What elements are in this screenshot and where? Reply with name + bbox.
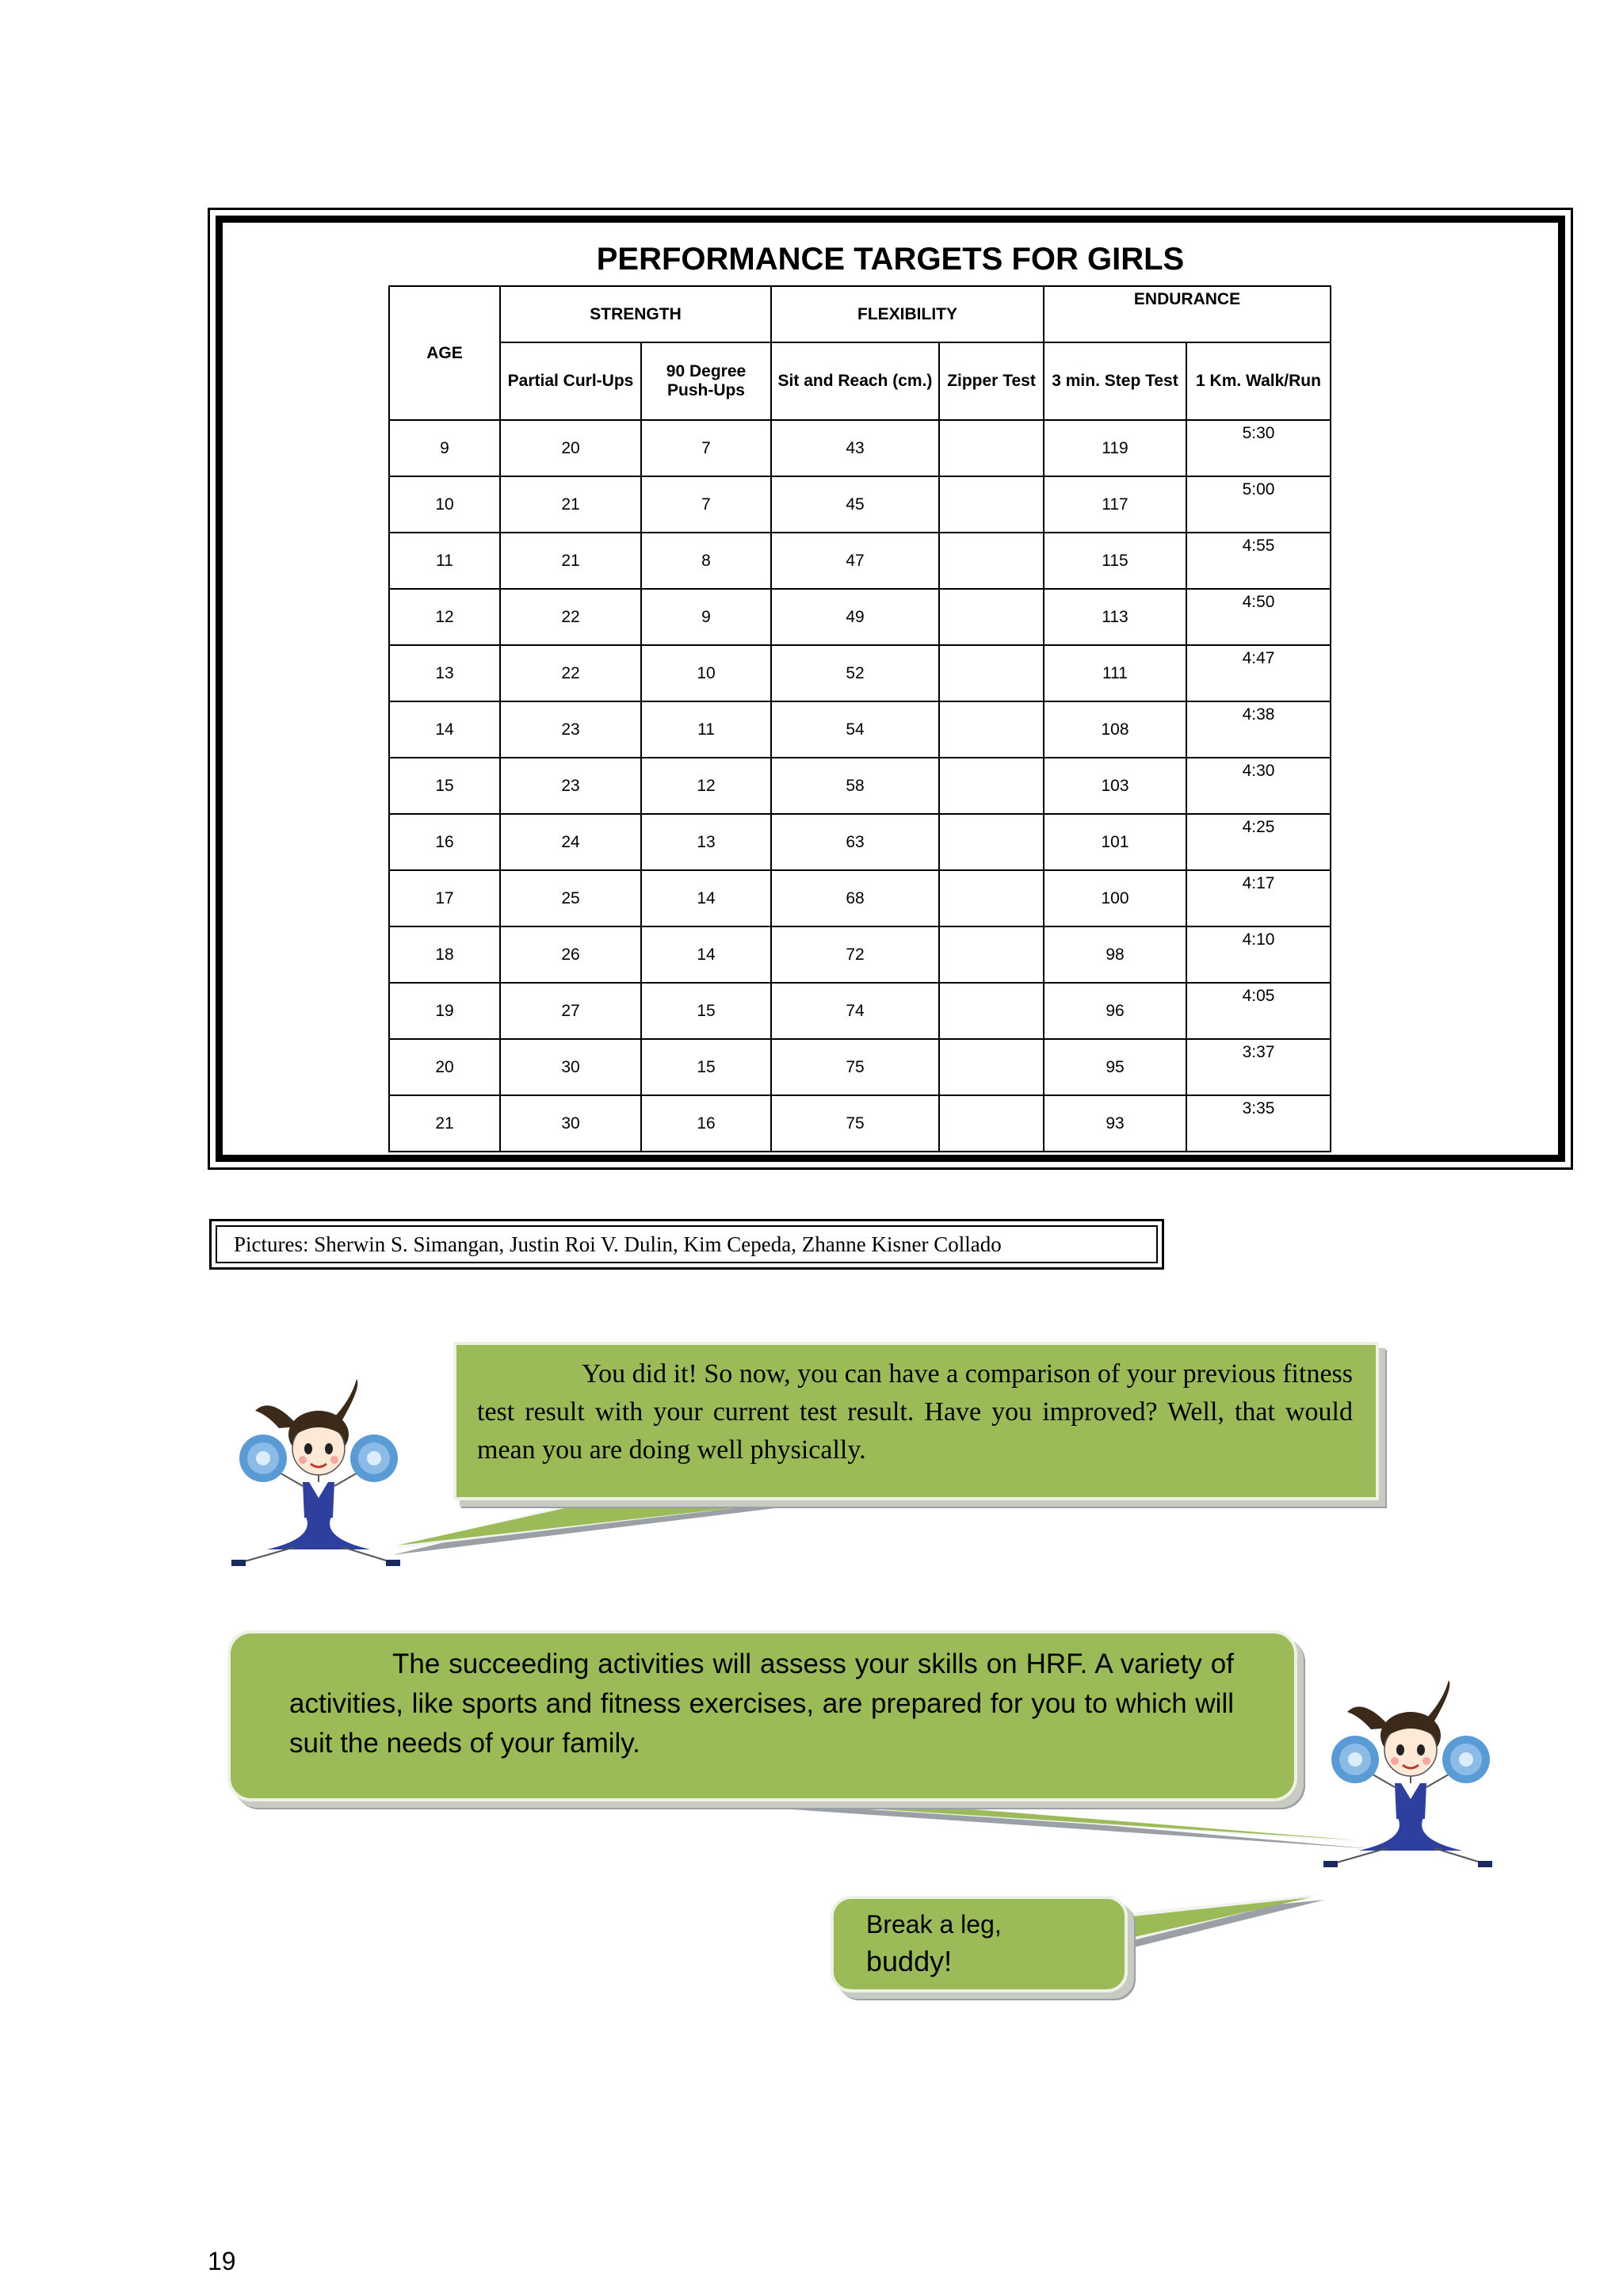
cell-sit-and-reach: 43 [771,420,939,476]
cell-push-ups: 15 [641,983,771,1039]
cell-push-ups: 14 [641,926,771,983]
cell-sit-and-reach: 75 [771,1095,939,1152]
speech-bubble-3-text [866,1905,1120,1980]
bubble3-tail [1117,1897,1312,1940]
header-strength: STRENGTH [500,286,771,342]
cell-partial-curl-ups: 27 [500,983,641,1039]
cell-walk-run: 4:47 [1186,645,1331,701]
cell-age: 11 [389,533,500,589]
cell-walk-run: 3:35 [1186,1095,1331,1152]
cell-partial-curl-ups: 26 [500,926,641,983]
cell-sit-and-reach: 52 [771,645,939,701]
cell-sit-and-reach: 74 [771,983,939,1039]
cell-walk-run: 4:30 [1186,758,1331,814]
cell-sit-and-reach: 72 [771,926,939,983]
cell-partial-curl-ups: 30 [500,1039,641,1095]
cell-sit-and-reach: 75 [771,1039,939,1095]
header-flexibility: FLEXIBILITY [771,286,1044,342]
cell-step-test: 103 [1044,758,1186,814]
cell-partial-curl-ups: 25 [500,870,641,926]
cell-push-ups: 10 [641,645,771,701]
cell-partial-curl-ups: 30 [500,1095,641,1152]
cell-push-ups: 9 [641,589,771,645]
cell-step-test: 93 [1044,1095,1186,1152]
cell-push-ups: 7 [641,420,771,476]
pompom-right [1442,1736,1490,1783]
table-title: PERFORMANCE TARGETS FOR GIRLS [596,242,1185,277]
cell-push-ups: 8 [641,533,771,589]
cell-age: 18 [389,926,500,983]
cell-sit-and-reach: 54 [771,701,939,758]
cell-partial-curl-ups: 23 [500,701,641,758]
cell-partial-curl-ups: 20 [500,420,641,476]
cell-walk-run: 4:55 [1186,533,1331,589]
pompom-right [350,1435,398,1482]
cell-walk-run: 4:05 [1186,983,1331,1039]
cell-age: 10 [389,476,500,533]
cell-partial-curl-ups: 21 [500,476,641,533]
cheerleader-girl-icon [223,1379,406,1585]
speech-bubble-3-line1: Break a leg, [866,1910,1002,1939]
header-sit-and-reach: Sit and Reach (cm.) [771,342,939,420]
cell-step-test: 117 [1044,476,1186,533]
cell-walk-run: 4:38 [1186,701,1331,758]
cell-step-test: 111 [1044,645,1186,701]
cell-push-ups: 15 [641,1039,771,1095]
cell-walk-run: 4:25 [1186,814,1331,870]
cell-push-ups: 13 [641,814,771,870]
header-zipper-test: Zipper Test [939,342,1044,420]
cell-step-test: 100 [1044,870,1186,926]
cell-push-ups: 12 [641,758,771,814]
header-age: AGE [389,286,500,420]
speech-bubble-2-text: The succeeding activities will assess your skills on HRF. A variety of activities, like sports and fitness exercises, are prepared for you to which will suit the needs of your family. [289,1648,1234,1759]
cell-step-test: 119 [1044,420,1186,476]
cell-age: 13 [389,645,500,701]
cell-partial-curl-ups: 24 [500,814,641,870]
cell-walk-run: 4:17 [1186,870,1331,926]
cell-walk-run: 4:50 [1186,589,1331,645]
cell-step-test: 95 [1044,1039,1186,1095]
cell-partial-curl-ups: 22 [500,589,641,645]
pompom-left [1331,1736,1379,1783]
cell-sit-and-reach: 68 [771,870,939,926]
header-push-ups: 90 Degree Push-Ups [641,342,771,420]
page-number: 19 [208,2247,236,2275]
cell-push-ups: 11 [641,701,771,758]
cell-walk-run: 4:10 [1186,926,1331,983]
header-walk-run: 1 Km. Walk/Run [1186,342,1331,420]
cell-push-ups: 16 [641,1095,771,1152]
cell-age: 14 [389,701,500,758]
cell-age: 15 [389,758,500,814]
cell-age: 20 [389,1039,500,1095]
cell-sit-and-reach: 45 [771,476,939,533]
cheerleader-girl-icon [1316,1680,1498,1886]
cell-age: 17 [389,870,500,926]
cell-step-test: 113 [1044,589,1186,645]
cell-walk-run: 3:37 [1186,1039,1331,1095]
cell-push-ups: 7 [641,476,771,533]
pompom-left [239,1435,287,1482]
cell-step-test: 101 [1044,814,1186,870]
cell-step-test: 115 [1044,533,1186,589]
cell-age: 12 [389,589,500,645]
header-endurance: ENDURANCE [1044,286,1331,342]
cell-step-test: 108 [1044,701,1186,758]
cell-age: 9 [389,420,500,476]
cell-walk-run: 5:00 [1186,476,1331,533]
cell-partial-curl-ups: 23 [500,758,641,814]
cell-walk-run: 5:30 [1186,420,1331,476]
cell-step-test: 98 [1044,926,1186,983]
speech-bubble-3-line2: buddy! [866,1945,953,1977]
cell-sit-and-reach: 58 [771,758,939,814]
cell-push-ups: 14 [641,870,771,926]
cell-age: 16 [389,814,500,870]
header-step-test: 3 min. Step Test [1044,342,1186,420]
cell-partial-curl-ups: 21 [500,533,641,589]
bubble2-tail-shadow [697,1797,1375,1849]
cell-step-test: 96 [1044,983,1186,1039]
cell-sit-and-reach: 47 [771,533,939,589]
cell-partial-curl-ups: 22 [500,645,641,701]
cell-age: 19 [389,983,500,1039]
speech-bubble-1-text: You did it! So now, you can have a comparison of your previous fitness test result with your current test result. Have you improved? Well, that would mean you are doing well physically. [477,1359,1353,1465]
cell-sit-and-reach: 63 [771,814,939,870]
cell-sit-and-reach: 49 [771,589,939,645]
header-partial-curl-ups: Partial Curl-Ups [500,342,641,420]
picture-credits: Pictures: Sherwin S. Simangan, Justin Roi V. Dulin, Kim Cepeda, Zhanne Kisner Collado [234,1232,1002,1256]
cell-age: 21 [389,1095,500,1152]
